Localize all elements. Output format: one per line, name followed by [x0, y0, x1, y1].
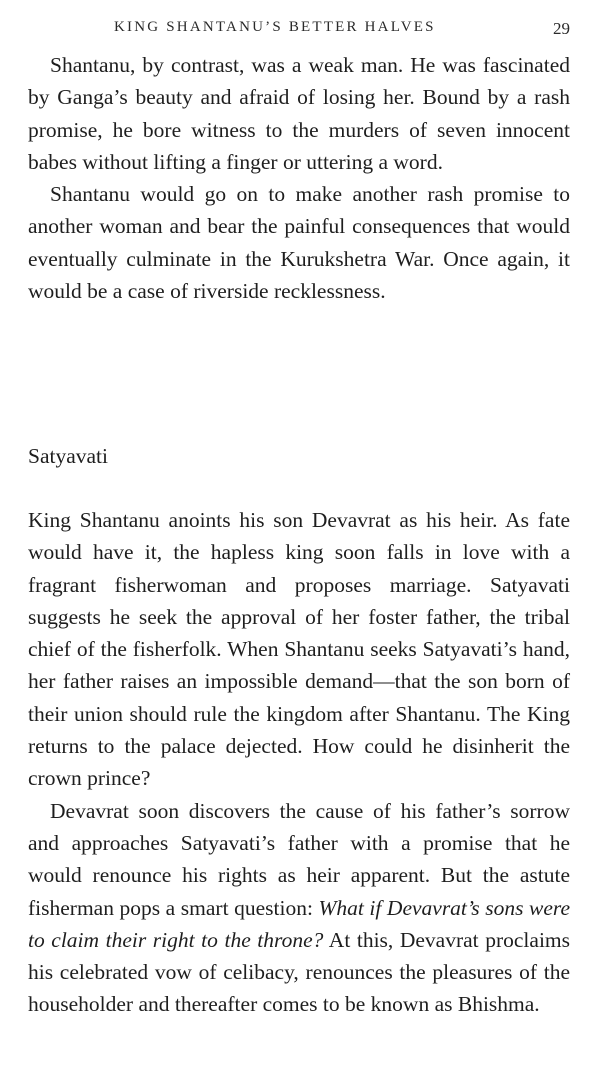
book-page — [28, 0, 570, 1090]
italic-quote: What if Devavrat’s sons were to claim their right to the throne? — [28, 895, 570, 952]
paragraph-text: Devavrat soon discovers the cause of his father’s sorrow and approaches Satyavati’s father with a promise that he would renounce his rights as heir apparent. But the astute fisherman pops a smart question: — [28, 798, 570, 920]
body-text-section-one — [28, 49, 570, 307]
paragraph: King Shantanu anoints his son Devavrat as his heir. As fate would have it, the hapless king soon falls in love with a fragrant fisherwoman and proposes marriage. Satyavati suggests he seek the approval of her foster father, the tribal chief of the fisherfolk. When Shantanu seeks Satyavati’s hand, her father raises an impossible demand—that the son born of their union should rule the kingdom after Shantanu. The King returns to the palace dejected. How could he disinherit the crown prince? — [28, 508, 570, 791]
page-number: 29 — [553, 19, 570, 38]
paragraph-text: At this, Devavrat proclaims his celebrated vow of celibacy, renounces the pleasures of the householder and thereafter comes to be known as Bhishma. — [28, 927, 571, 1017]
section-heading: Satyavati — [28, 444, 109, 468]
paragraph — [28, 795, 570, 1021]
running-header — [28, 19, 570, 43]
running-title: KING SHANTANU’S BETTER HALVES — [114, 19, 436, 35]
paragraph: Shantanu, by contrast, was a weak man. He was fascinated by Ganga’s beauty and afraid of losing her. Bound by a rash promise, he bore witness to the murders of seven innocent babes without lifting a finger or uttering a word. — [28, 53, 570, 174]
paragraph: Shantanu would go on to make another rash promise to another woman and bear the painful consequences that would eventually culminate in the Kurukshetra War. Once again, it would be a case of riverside recklessness. — [28, 182, 570, 304]
body-text-section-two — [28, 504, 570, 1021]
